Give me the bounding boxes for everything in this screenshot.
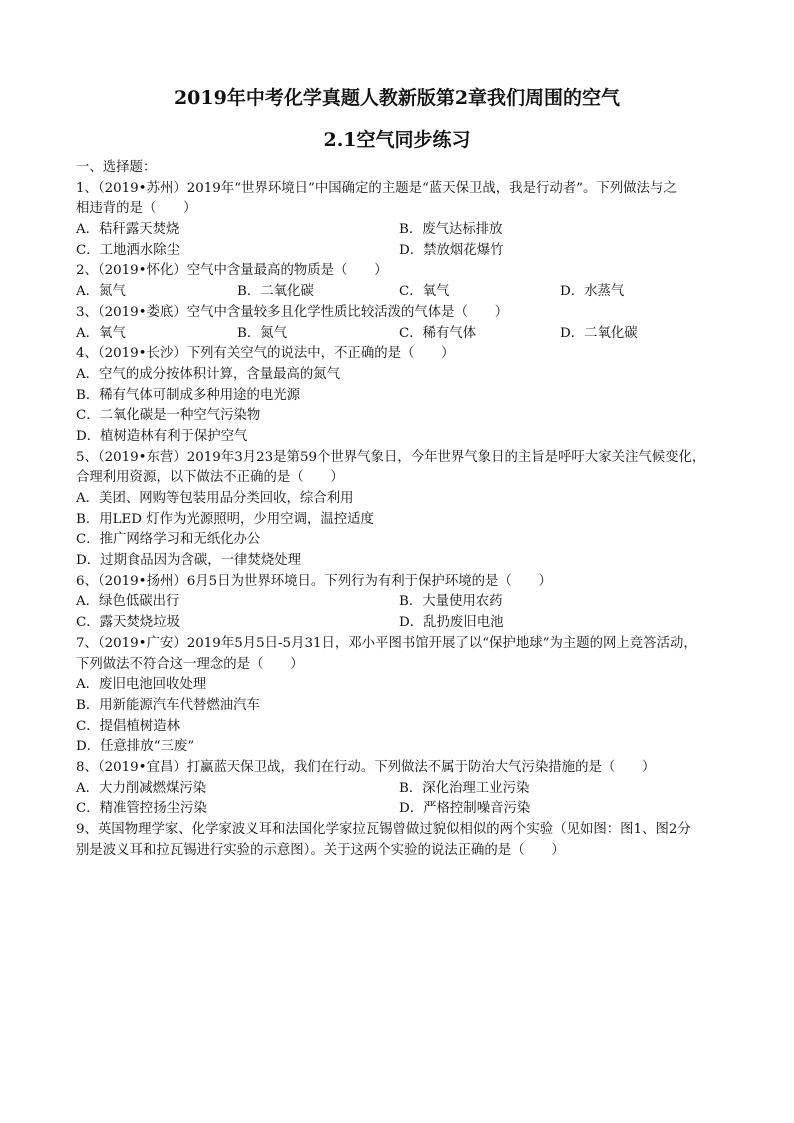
- answer-option: D．水蒸气: [560, 284, 625, 300]
- answer-option: D．严格控制噪音污染: [399, 801, 531, 817]
- question-stem: 5、（2019•东营）2019年3月23是第59个世界气象日，今年世界气象日的主旨是呼吁大家关注气候变化，: [76, 449, 706, 465]
- document-title: 2019年中考化学真题人教新版第2章我们周围的空气: [173, 87, 621, 109]
- question-stem: 相违背的是（ ）: [76, 201, 197, 217]
- answer-option: B．废气达标排放: [399, 222, 503, 238]
- question-stem: 别是波义耳和拉瓦锡进行实验的示意图）。关于这两个实验的说法正确的是（ ）: [76, 842, 565, 858]
- answer-option: C．推广网络学习和无纸化办公: [76, 532, 261, 548]
- answer-option: C．工地洒水除尘: [76, 242, 180, 258]
- question-stem: 6、（2019•扬州）6月5日为世界环境日。下列行为有利于保护环境的是（ ）: [76, 573, 552, 589]
- option-row: [76, 613, 738, 634]
- answer-option: A．空气的成分按体积计算，含量最高的氮气: [76, 366, 341, 382]
- answer-option: B．用新能源汽车代替燃油汽车: [76, 697, 260, 713]
- answer-option: C．露天焚烧垃圾: [76, 615, 180, 631]
- answer-option: A．美团、网购等包装用品分类回收，综合利用: [76, 491, 354, 506]
- question-stem: 9、英国物理学家、化学家波义耳和法国化学家拉瓦锡曾做过貌似相似的两个实验（见如图：图1、图2分: [76, 822, 691, 837]
- option-row: [76, 220, 738, 241]
- question-stem: 合理利用资源，以下做法不正确的是（ ）: [76, 470, 344, 486]
- option-row: [76, 324, 738, 345]
- answer-option: D．植树造林有利于保护空气: [76, 428, 248, 444]
- option-row: [76, 799, 738, 820]
- answer-option: D．过期食品因为含碳，一律焚烧处理: [76, 553, 301, 569]
- question-stem: 7、（2019•广安）2019年5月5日-5月31日，邓小平图书馆开展了以“保护地球”为主题的网上竞答活动，: [76, 635, 697, 651]
- answer-option: A．氮气: [76, 284, 126, 300]
- answer-option: B．大量使用农药: [399, 594, 503, 610]
- question-list: [76, 158, 738, 861]
- answer-option: B．二氧化碳: [237, 284, 314, 300]
- option-row: [76, 282, 738, 303]
- answer-option: A．大力削减燃煤污染: [76, 780, 207, 796]
- answer-option: B．用LED 灯作为光源照明，少用空调，温控适度: [76, 511, 374, 527]
- answer-option: C．氧气: [399, 284, 450, 300]
- option-row: [76, 241, 738, 262]
- question-stem: 3、（2019•娄底）空气中含量较多且化学性质比较活泼的气体是（ ）: [76, 304, 509, 320]
- answer-option: D．乱扔废旧电池: [399, 615, 504, 631]
- question-stem: 下列做法不符合这一理念的是（ ）: [76, 656, 304, 672]
- question-stem: 4、（2019•长沙）下列有关空气的说法中，不正确的是（ ）: [76, 346, 455, 362]
- answer-option: C．提倡植树造林: [76, 718, 180, 734]
- answer-option: B．稀有气体可制成多种用途的电光源: [76, 387, 301, 403]
- answer-option: D．任意排放“三废”: [76, 739, 195, 755]
- answer-option: D．禁放烟花爆竹: [399, 242, 504, 258]
- answer-option: C．精准管控扬尘污染: [76, 801, 207, 817]
- answer-option: A．废旧电池回收处理: [76, 677, 207, 693]
- answer-option: A．秸秆露天焚烧: [76, 222, 180, 238]
- question-stem: 1、（2019•苏州）2019年“世界环境日”中国确定的主题是“蓝天保卫战，我是行动者”。下列做法与之: [76, 180, 677, 196]
- answer-option: C．二氧化碳是一种空气污染物: [76, 408, 261, 424]
- answer-option: B．氮气: [237, 325, 288, 341]
- option-row: [76, 779, 738, 800]
- answer-option: A．绿色低碳出行: [76, 594, 180, 610]
- answer-option: A．氧气: [76, 325, 126, 341]
- answer-option: B．深化治理工业污染: [399, 780, 530, 796]
- question-stem: 8、（2019•宜昌）打赢蓝天保卫战，我们在行动。下列做法不属于防治大气污染措施的是（ ）: [76, 759, 656, 775]
- question-stem: 2、（2019•怀化）空气中含量最高的物质是（ ）: [76, 263, 388, 279]
- answer-option: D．二氧化碳: [560, 325, 638, 341]
- option-row: [76, 592, 738, 613]
- answer-option: C．稀有气体: [399, 325, 477, 341]
- section-heading: 一、选择题：: [76, 160, 157, 175]
- document-subtitle: 2.1空气同步练习: [323, 129, 471, 151]
